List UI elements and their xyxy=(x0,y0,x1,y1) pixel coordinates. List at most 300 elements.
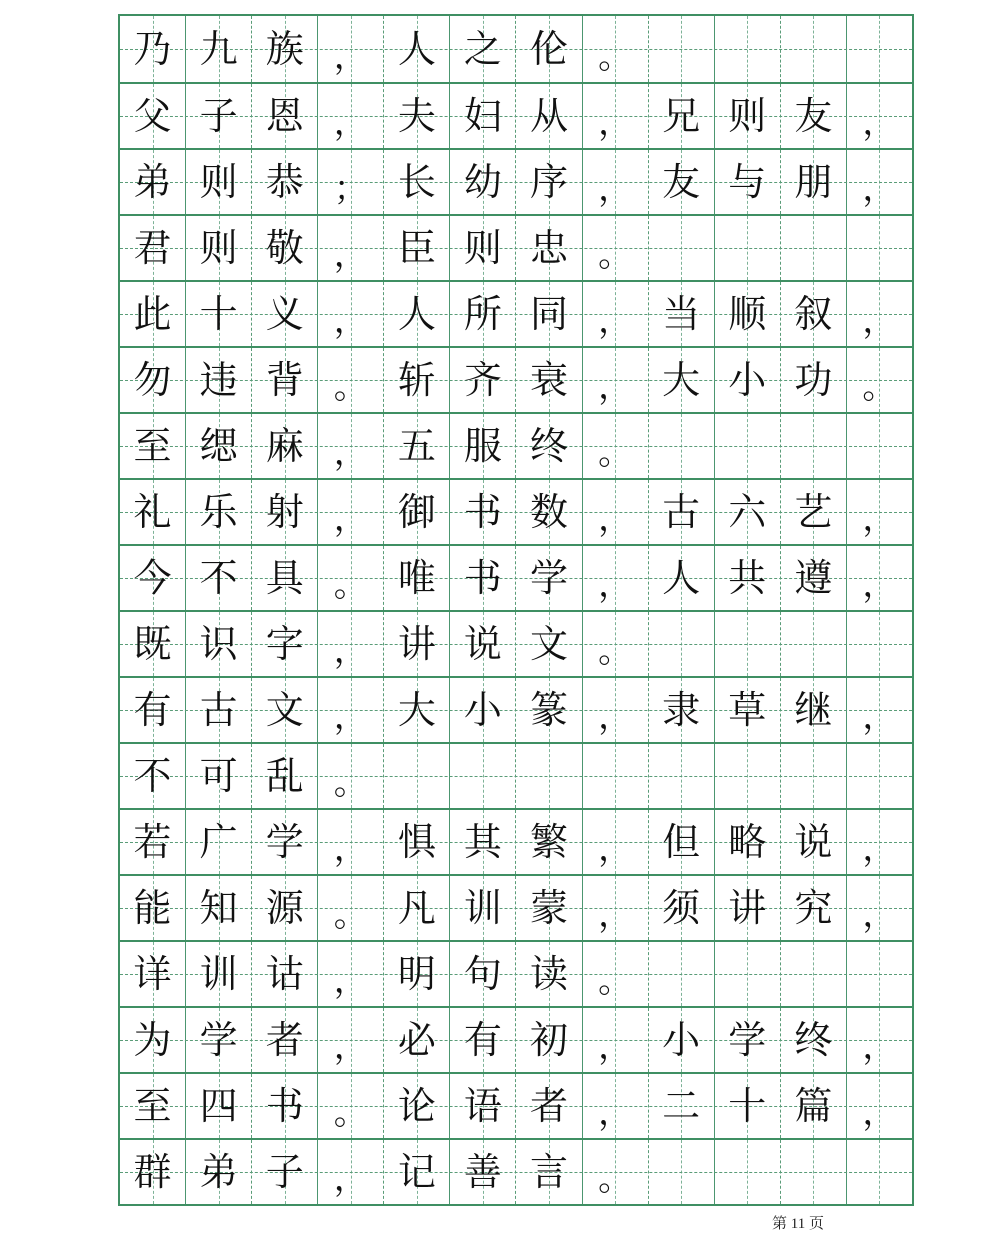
grid-cell xyxy=(649,84,715,148)
grid-cell xyxy=(450,678,516,742)
grid-cell xyxy=(384,1140,450,1204)
grid-row xyxy=(120,874,912,940)
page-number: 第 11 页 xyxy=(772,1216,824,1232)
grid-cell xyxy=(120,480,186,544)
grid-cell xyxy=(252,942,318,1006)
calligraphy-character: 今 xyxy=(133,556,172,600)
calligraphy-character: 能 xyxy=(133,886,172,930)
calligraphy-character: 友 xyxy=(662,160,701,204)
calligraphy-character: 文 xyxy=(530,622,569,666)
calligraphy-character: 学 xyxy=(728,1018,767,1062)
grid-cell xyxy=(384,1008,450,1072)
grid-cell xyxy=(450,348,516,412)
calligraphy-character: 终 xyxy=(794,1018,833,1062)
calligraphy-character: 人 xyxy=(397,27,436,71)
grid-cell xyxy=(252,16,318,82)
calligraphy-character: 则 xyxy=(199,226,238,270)
grid-cell xyxy=(450,414,516,478)
grid-cell xyxy=(516,876,582,940)
grid-cell xyxy=(583,876,649,940)
calligraphy-character: 既 xyxy=(133,622,172,666)
calligraphy-character: 繁 xyxy=(530,820,569,864)
grid-cell xyxy=(384,84,450,148)
grid-cell xyxy=(120,84,186,148)
calligraphy-character: 则 xyxy=(463,226,502,270)
grid-cell xyxy=(516,282,582,346)
calligraphy-character: 缌 xyxy=(199,424,238,468)
grid-cell xyxy=(847,678,912,742)
grid-cell xyxy=(252,876,318,940)
calligraphy-character: 有 xyxy=(463,1018,502,1062)
grid-cell xyxy=(649,810,715,874)
grid-cell xyxy=(715,876,781,940)
calligraphy-character: 源 xyxy=(265,886,304,930)
grid-cell xyxy=(384,348,450,412)
grid-cell xyxy=(252,150,318,214)
grid-cell xyxy=(847,546,912,610)
grid-cell xyxy=(384,480,450,544)
grid-cell xyxy=(847,348,912,412)
calligraphy-character: 知 xyxy=(199,886,238,930)
grid-row xyxy=(120,148,912,214)
calligraphy-character: 礼 xyxy=(133,490,172,534)
calligraphy-character: 为 xyxy=(133,1018,172,1062)
grid-cell xyxy=(318,612,384,676)
grid-cell xyxy=(384,810,450,874)
grid-cell xyxy=(318,84,384,148)
punctuation-mark: ， xyxy=(598,169,633,209)
calligraphy-character: 五 xyxy=(397,424,436,468)
calligraphy-character: 顺 xyxy=(728,292,767,336)
grid-row xyxy=(120,412,912,478)
calligraphy-character: 但 xyxy=(662,820,701,864)
grid-cell xyxy=(384,1074,450,1138)
grid-cell xyxy=(715,216,781,280)
punctuation-mark: ， xyxy=(862,499,897,539)
calligraphy-character: 与 xyxy=(728,160,767,204)
grid-cell xyxy=(649,216,715,280)
grid-cell xyxy=(781,612,847,676)
grid-cell xyxy=(715,414,781,478)
grid-cell xyxy=(583,744,649,808)
grid-cell xyxy=(781,1008,847,1072)
calligraphy-character: 叙 xyxy=(794,292,833,336)
grid-cell xyxy=(649,16,715,82)
calligraphy-character: 十 xyxy=(728,1084,767,1128)
calligraphy-character: 明 xyxy=(397,952,436,996)
grid-cell xyxy=(384,150,450,214)
calligraphy-character: 同 xyxy=(530,292,569,336)
punctuation-mark: ， xyxy=(333,631,368,671)
punctuation-mark: ， xyxy=(598,367,633,407)
grid-cell xyxy=(715,612,781,676)
calligraphy-character: 篆 xyxy=(530,688,569,732)
calligraphy-character: 小 xyxy=(662,1018,701,1062)
calligraphy-character: 不 xyxy=(199,556,238,600)
grid-row xyxy=(120,1138,912,1204)
punctuation-mark: ， xyxy=(862,895,897,935)
grid-cell xyxy=(516,348,582,412)
calligraphy-character: 具 xyxy=(265,556,304,600)
punctuation-mark: ， xyxy=(862,1027,897,1067)
calligraphy-character: 必 xyxy=(397,1018,436,1062)
calligraphy-character: 凡 xyxy=(397,886,436,930)
calligraphy-character: 继 xyxy=(794,688,833,732)
grid-cell xyxy=(252,612,318,676)
grid-cell xyxy=(450,1074,516,1138)
punctuation-mark: ， xyxy=(862,103,897,143)
calligraphy-character: 言 xyxy=(530,1150,569,1194)
grid-cell xyxy=(186,1008,252,1072)
grid-cell xyxy=(649,612,715,676)
grid-cell xyxy=(847,612,912,676)
calligraphy-character: 初 xyxy=(530,1018,569,1062)
punctuation-mark: ， xyxy=(333,301,368,341)
grid-cell xyxy=(715,348,781,412)
grid-cell xyxy=(649,1074,715,1138)
grid-cell xyxy=(715,16,781,82)
grid-row xyxy=(120,214,912,280)
grid-cell xyxy=(252,744,318,808)
grid-cell xyxy=(450,810,516,874)
grid-cell xyxy=(715,1140,781,1204)
calligraphy-character: 讲 xyxy=(728,886,767,930)
grid-cell xyxy=(583,1008,649,1072)
grid-cell xyxy=(186,546,252,610)
grid-cell xyxy=(516,942,582,1006)
calligraphy-character: 训 xyxy=(199,952,238,996)
grid-cell xyxy=(781,216,847,280)
grid-cell xyxy=(120,282,186,346)
punctuation-mark: 。 xyxy=(598,235,633,275)
calligraphy-character: 蒙 xyxy=(530,886,569,930)
calligraphy-character: 君 xyxy=(133,226,172,270)
punctuation-mark: ， xyxy=(333,103,368,143)
grid-cell xyxy=(516,480,582,544)
punctuation-mark: ， xyxy=(598,829,633,869)
grid-cell xyxy=(583,942,649,1006)
grid-cell xyxy=(120,1074,186,1138)
calligraphy-character: 书 xyxy=(463,490,502,534)
grid-cell xyxy=(649,414,715,478)
punctuation-mark: ； xyxy=(333,169,368,209)
grid-cell xyxy=(318,216,384,280)
grid-cell xyxy=(649,1140,715,1204)
grid-cell xyxy=(583,678,649,742)
calligraphy-character: 所 xyxy=(463,292,502,336)
grid-cell xyxy=(583,612,649,676)
grid-cell xyxy=(252,1074,318,1138)
grid-cell xyxy=(516,1008,582,1072)
grid-cell xyxy=(450,744,516,808)
grid-cell xyxy=(252,546,318,610)
calligraphy-character: 究 xyxy=(794,886,833,930)
punctuation-mark: ， xyxy=(598,301,633,341)
calligraphy-character: 十 xyxy=(199,292,238,336)
grid-cell xyxy=(120,16,186,82)
punctuation-mark: 。 xyxy=(598,961,633,1001)
copybook-grid xyxy=(118,14,914,1206)
calligraphy-character: 诂 xyxy=(265,952,304,996)
grid-cell xyxy=(516,84,582,148)
punctuation-mark: 。 xyxy=(333,895,368,935)
calligraphy-character: 臣 xyxy=(397,226,436,270)
grid-cell xyxy=(384,942,450,1006)
grid-cell xyxy=(516,546,582,610)
grid-cell xyxy=(847,16,912,82)
grid-cell xyxy=(583,546,649,610)
grid-cell xyxy=(318,876,384,940)
grid-cell xyxy=(120,1140,186,1204)
calligraphy-character: 至 xyxy=(133,1084,172,1128)
calligraphy-character: 识 xyxy=(199,622,238,666)
grid-cell xyxy=(583,1074,649,1138)
calligraphy-character: 者 xyxy=(265,1018,304,1062)
grid-row xyxy=(120,610,912,676)
grid-cell xyxy=(318,546,384,610)
grid-cell xyxy=(450,480,516,544)
punctuation-mark: 。 xyxy=(598,1159,633,1199)
calligraphy-character: 群 xyxy=(133,1150,172,1194)
calligraphy-character: 乐 xyxy=(199,490,238,534)
grid-cell xyxy=(450,876,516,940)
grid-cell xyxy=(781,282,847,346)
grid-cell xyxy=(781,942,847,1006)
calligraphy-character: 麻 xyxy=(265,424,304,468)
grid-cell xyxy=(583,810,649,874)
calligraphy-character: 略 xyxy=(728,820,767,864)
calligraphy-character: 违 xyxy=(199,358,238,402)
calligraphy-character: 可 xyxy=(199,754,238,798)
grid-cell xyxy=(450,150,516,214)
grid-cell xyxy=(781,876,847,940)
grid-cell xyxy=(186,216,252,280)
grid-cell xyxy=(252,480,318,544)
grid-cell xyxy=(252,1140,318,1204)
calligraphy-character: 射 xyxy=(265,490,304,534)
punctuation-mark: ， xyxy=(862,1093,897,1133)
grid-cell xyxy=(450,282,516,346)
grid-cell xyxy=(318,414,384,478)
grid-cell xyxy=(186,744,252,808)
grid-cell xyxy=(252,678,318,742)
grid-cell xyxy=(186,942,252,1006)
grid-row xyxy=(120,808,912,874)
grid-cell xyxy=(715,744,781,808)
grid-cell xyxy=(384,16,450,82)
calligraphy-character: 齐 xyxy=(463,358,502,402)
grid-cell xyxy=(847,282,912,346)
grid-cell xyxy=(384,414,450,478)
calligraphy-character: 义 xyxy=(265,292,304,336)
calligraphy-character: 隶 xyxy=(662,688,701,732)
grid-row xyxy=(120,544,912,610)
calligraphy-character: 勿 xyxy=(133,358,172,402)
calligraphy-character: 艺 xyxy=(794,490,833,534)
calligraphy-character: 服 xyxy=(463,424,502,468)
grid-cell xyxy=(847,876,912,940)
grid-cell xyxy=(318,810,384,874)
grid-cell xyxy=(186,282,252,346)
grid-cell xyxy=(715,678,781,742)
grid-cell xyxy=(318,744,384,808)
calligraphy-character: 读 xyxy=(530,952,569,996)
grid-cell xyxy=(847,1140,912,1204)
punctuation-mark: ， xyxy=(862,565,897,605)
grid-cell xyxy=(649,942,715,1006)
calligraphy-character: 草 xyxy=(728,688,767,732)
grid-cell xyxy=(516,810,582,874)
punctuation-mark: ， xyxy=(598,697,633,737)
grid-cell xyxy=(847,744,912,808)
grid-cell xyxy=(649,480,715,544)
grid-cell xyxy=(649,150,715,214)
calligraphy-character: 遵 xyxy=(794,556,833,600)
grid-cell xyxy=(847,810,912,874)
grid-cell xyxy=(318,942,384,1006)
grid-cell xyxy=(450,546,516,610)
grid-row xyxy=(120,676,912,742)
grid-cell xyxy=(120,810,186,874)
grid-cell xyxy=(847,150,912,214)
grid-row xyxy=(120,82,912,148)
grid-cell xyxy=(450,216,516,280)
calligraphy-character: 书 xyxy=(265,1084,304,1128)
grid-cell xyxy=(516,612,582,676)
punctuation-mark: 。 xyxy=(598,37,633,77)
grid-cell xyxy=(715,84,781,148)
grid-row xyxy=(120,742,912,808)
calligraphy-character: 则 xyxy=(199,160,238,204)
calligraphy-character: 大 xyxy=(397,688,436,732)
calligraphy-character: 夫 xyxy=(397,94,436,138)
calligraphy-character: 恩 xyxy=(265,94,304,138)
grid-cell xyxy=(781,84,847,148)
punctuation-mark: ， xyxy=(862,301,897,341)
grid-cell xyxy=(583,216,649,280)
grid-cell xyxy=(649,744,715,808)
grid-cell xyxy=(649,678,715,742)
calligraphy-character: 说 xyxy=(463,622,502,666)
grid-cell xyxy=(318,1008,384,1072)
calligraphy-character: 人 xyxy=(397,292,436,336)
punctuation-mark: ， xyxy=(333,961,368,1001)
grid-cell xyxy=(120,876,186,940)
grid-cell xyxy=(186,678,252,742)
grid-cell xyxy=(781,480,847,544)
grid-row xyxy=(120,1006,912,1072)
grid-cell xyxy=(186,810,252,874)
grid-cell xyxy=(450,84,516,148)
calligraphy-character: 衰 xyxy=(530,358,569,402)
grid-cell xyxy=(318,1074,384,1138)
grid-cell xyxy=(186,150,252,214)
grid-cell xyxy=(781,150,847,214)
grid-cell xyxy=(781,1074,847,1138)
punctuation-mark: ， xyxy=(598,1093,633,1133)
calligraphy-character: 父 xyxy=(133,94,172,138)
punctuation-mark: ， xyxy=(598,1027,633,1067)
grid-cell xyxy=(516,1074,582,1138)
grid-cell xyxy=(516,216,582,280)
punctuation-mark: 。 xyxy=(333,1093,368,1133)
grid-cell xyxy=(583,84,649,148)
calligraphy-character: 朋 xyxy=(794,160,833,204)
calligraphy-character: 友 xyxy=(794,94,833,138)
grid-cell xyxy=(252,216,318,280)
grid-row xyxy=(120,280,912,346)
punctuation-mark: ， xyxy=(333,829,368,869)
calligraphy-character: 弟 xyxy=(133,160,172,204)
calligraphy-character: 背 xyxy=(265,358,304,402)
calligraphy-character: 语 xyxy=(463,1084,502,1128)
calligraphy-character: 此 xyxy=(133,292,172,336)
grid-row xyxy=(120,940,912,1006)
calligraphy-character: 学 xyxy=(530,556,569,600)
grid-cell xyxy=(847,216,912,280)
grid-cell xyxy=(384,678,450,742)
grid-cell xyxy=(516,1140,582,1204)
punctuation-mark: ， xyxy=(598,499,633,539)
grid-cell xyxy=(781,810,847,874)
punctuation-mark: 。 xyxy=(862,367,897,407)
calligraphy-character: 不 xyxy=(133,754,172,798)
grid-cell xyxy=(583,150,649,214)
calligraphy-character: 长 xyxy=(397,160,436,204)
calligraphy-character: 乃 xyxy=(133,27,172,71)
grid-cell xyxy=(120,612,186,676)
grid-cell xyxy=(120,150,186,214)
grid-cell xyxy=(186,84,252,148)
calligraphy-character: 训 xyxy=(463,886,502,930)
punctuation-mark: ， xyxy=(333,697,368,737)
calligraphy-character: 敬 xyxy=(265,226,304,270)
grid-cell xyxy=(781,546,847,610)
calligraphy-character: 句 xyxy=(463,952,502,996)
punctuation-mark: 。 xyxy=(333,367,368,407)
grid-cell xyxy=(715,546,781,610)
grid-cell xyxy=(450,16,516,82)
grid-cell xyxy=(120,348,186,412)
calligraphy-character: 唯 xyxy=(397,556,436,600)
grid-cell xyxy=(781,348,847,412)
calligraphy-character: 须 xyxy=(662,886,701,930)
calligraphy-character: 古 xyxy=(662,490,701,534)
punctuation-mark: ， xyxy=(598,103,633,143)
grid-cell xyxy=(252,414,318,478)
grid-cell xyxy=(781,16,847,82)
punctuation-mark: ， xyxy=(333,235,368,275)
grid-cell xyxy=(252,810,318,874)
calligraphy-character: 忠 xyxy=(530,226,569,270)
calligraphy-character: 学 xyxy=(199,1018,238,1062)
calligraphy-character: 人 xyxy=(662,556,701,600)
grid-row xyxy=(120,346,912,412)
punctuation-mark: ， xyxy=(333,1027,368,1067)
grid-cell xyxy=(847,1074,912,1138)
calligraphy-character: 字 xyxy=(265,622,304,666)
calligraphy-character: 终 xyxy=(530,424,569,468)
punctuation-mark: ， xyxy=(333,37,368,77)
grid-cell xyxy=(715,1074,781,1138)
calligraphy-character: 记 xyxy=(397,1150,436,1194)
grid-cell xyxy=(583,414,649,478)
calligraphy-character: 共 xyxy=(728,556,767,600)
calligraphy-character: 详 xyxy=(133,952,172,996)
calligraphy-character: 书 xyxy=(463,556,502,600)
calligraphy-character: 伦 xyxy=(530,27,569,71)
grid-cell xyxy=(649,282,715,346)
